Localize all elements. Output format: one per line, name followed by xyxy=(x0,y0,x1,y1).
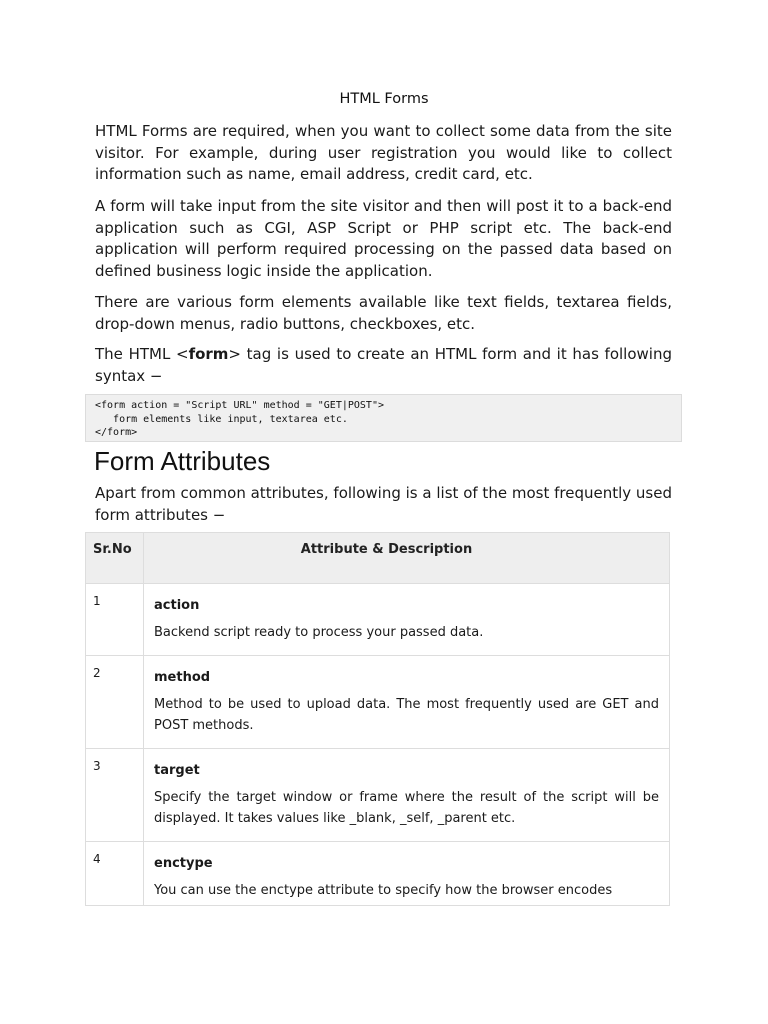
table-header-row xyxy=(86,533,670,584)
row-number-cell xyxy=(86,842,144,906)
row-number: 4 xyxy=(93,852,101,866)
code-block: <form action = "Script URL" method = "GET|POST"> form elements like input, textarea etc. </form> xyxy=(85,394,682,442)
attribute-name: target xyxy=(154,763,200,778)
row-number: 3 xyxy=(93,759,101,773)
header-sr-no xyxy=(86,533,144,584)
intro-paragraph: HTML Forms are required, when you want to collect some data from the site visitor. For example, during user registration you would like to collect information such as name, email address, credit card, etc. xyxy=(95,122,672,183)
header-attribute-description-label: Attribute & Description xyxy=(300,542,473,557)
attribute-name: action xyxy=(154,598,200,613)
row-number: 2 xyxy=(93,666,101,680)
page-title: HTML Forms xyxy=(339,91,429,107)
row-number-cell xyxy=(86,584,144,656)
section-heading: Form Attributes xyxy=(94,446,271,476)
attribute-cell xyxy=(144,584,670,656)
table-row xyxy=(86,656,670,749)
table-row xyxy=(86,749,670,842)
attributes-table xyxy=(85,532,670,906)
row-number-cell xyxy=(86,749,144,842)
syntax-intro-paragraph xyxy=(95,344,672,387)
attribute-name: enctype xyxy=(154,856,213,871)
attribute-cell xyxy=(144,842,670,906)
row-number: 1 xyxy=(93,594,101,608)
elements-paragraph: There are various form elements available like text fields, textarea fields, drop-down menus, radio buttons, checkboxes, etc. xyxy=(95,293,672,333)
header-attribute-description xyxy=(144,533,670,584)
form-tag-name: form xyxy=(188,345,229,363)
table-row xyxy=(86,842,670,906)
backend-paragraph: A form will take input from the site visitor and then will post it to a back-end application such as CGI, ASP Script or PHP script etc. The back-end application will perform required processing on the passed data based on defined business logic inside the application. xyxy=(95,197,672,280)
attribute-name: method xyxy=(154,670,211,685)
row-number-cell xyxy=(86,656,144,749)
header-sr-no-label: Sr.No xyxy=(93,542,132,557)
attribute-cell xyxy=(144,656,670,749)
attribute-description: Specify the target window or frame where the result of the script will be displayed. It takes values like _blank, _self, _parent etc. xyxy=(154,790,659,826)
attribute-description: You can use the enctype attribute to specify how the browser encodes xyxy=(154,883,613,898)
attribute-description: Backend script ready to process your passed data. xyxy=(154,625,484,640)
syntax-intro-before: The HTML < xyxy=(95,345,189,363)
attribute-cell xyxy=(144,749,670,842)
section-intro-paragraph: Apart from common attributes, following is a list of the most frequently used form attributes − xyxy=(95,484,672,524)
syntax-intro-after: > tag is used to create an HTML form and it has following syntax − xyxy=(95,345,672,385)
attribute-description: Method to be used to upload data. The most frequently used are GET and POST methods. xyxy=(154,697,659,733)
table-row xyxy=(86,584,670,656)
